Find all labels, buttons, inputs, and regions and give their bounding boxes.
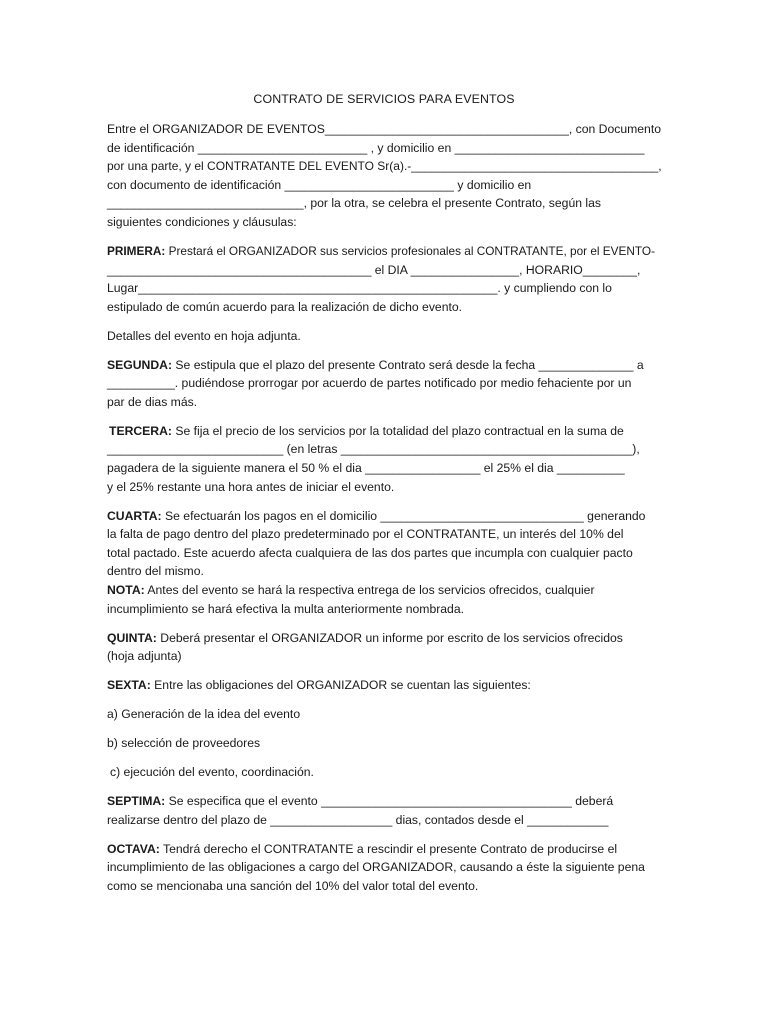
clause-line: dentro del mismo.	[107, 564, 204, 579]
clause-line: estipulado de común acuerdo para la realización de dicho evento.	[107, 299, 463, 314]
clause-line: la falta de pago dentro del plazo predeterminado por el CONTRATANTE, un interés del 10% del	[107, 527, 624, 542]
clause-label: OCTAVA:	[107, 841, 160, 856]
clause-text: Antes del evento se hará la respectiva entrega de los servicios ofrecidos, cualquier	[144, 583, 595, 598]
list-item	[107, 734, 659, 753]
intro-line: de identificación _________________________ , y domicilio en ____________________________	[107, 140, 645, 155]
clause-text: Se efectuarán los pagos en el domicilio ______________________________ generando	[161, 508, 646, 523]
intro-line: con documento de identificación _________________________ y domicilio en	[107, 177, 532, 192]
clause-label: CUARTA:	[107, 508, 162, 523]
clause-line: realizarse dentro del plazo de __________________ dias, contados desde el ____________	[107, 812, 609, 827]
clause-text: Se estipula que el plazo del presente Contrato será desde la fecha ______________ a	[172, 357, 644, 372]
detalles-paragraph	[107, 327, 659, 346]
list-item-text: b) selección de proveedores	[107, 736, 261, 751]
list-item	[107, 763, 659, 782]
clause-segunda	[107, 356, 659, 412]
clause-line: _______________________________________ el DIA ________________, HORARIO________,	[107, 262, 641, 277]
intro-line: siguientes condiciones y cláusulas:	[107, 214, 297, 229]
clause-line: como se mencionaba una sanción del 10% del valor total del evento.	[107, 878, 479, 893]
list-item-text: a) Generación de la idea del evento	[107, 707, 301, 722]
detalles-line: Detalles del evento en hoja adjunta.	[107, 328, 301, 343]
intro-line: _____________________________, por la otra, se celebra el presente Contrato, según las	[107, 196, 601, 211]
document-title: CONTRATO DE SERVICIOS PARA EVENTOS	[253, 92, 515, 106]
list-item-text: c) ejecución del evento, coordinación.	[110, 765, 314, 780]
clause-primera	[107, 242, 659, 316]
clause-line: __________. pudiéndose prorrogar por acuerdo de partes notificado por medio fehaciente por un	[107, 376, 632, 391]
clause-line: incumplimiento de las obligaciones a cargo del ORGANIZADOR, causando a éste la siguiente pena	[107, 860, 645, 875]
clause-label: SEGUNDA:	[107, 357, 173, 372]
clause-tercera	[107, 422, 659, 496]
clause-line: y el 25% restante una hora antes de iniciar el evento.	[107, 479, 395, 494]
clause-label: SEXTA:	[107, 678, 151, 693]
intro-line: Entre el ORGANIZADOR DE EVENTOS____________________________________, con Documento	[107, 122, 661, 136]
clause-text: Se especifica que el evento _____________________________________ deberá	[165, 794, 614, 809]
clause-text: Prestará el ORGANIZADOR sus servicios profesionales al CONTRATANTE, por el EVENTO-	[165, 243, 656, 258]
clause-line: total pactado. Este acuerdo afecta cualquiera de las dos partes que incumpla con cualquier pacto	[107, 545, 633, 560]
clause-line: __________________________ (en letras ___________________________________________),	[107, 442, 640, 457]
clause-text: Entre las obligaciones del ORGANIZADOR se cuentan las siguientes:	[150, 678, 531, 693]
clause-label: QUINTA:	[107, 630, 157, 645]
clause-line: incumplimiento se hará efectiva la multa anteriormente nombrada.	[107, 601, 465, 616]
clause-line: par de dias más.	[107, 394, 198, 409]
intro-line: por una parte, y el CONTRATANTE DEL EVENTO Sr(a).-_____________________________________,	[107, 159, 662, 174]
clause-septima	[107, 792, 659, 829]
clause-line: pagadera de la siguiente manera el 50 % el dia _________________ el 25% el dia __________	[107, 461, 625, 476]
document-body	[107, 120, 662, 895]
clause-label: NOTA:	[107, 583, 145, 598]
clause-text: Deberá presentar el ORGANIZADOR un informe por escrito de los servicios ofrecidos	[156, 630, 623, 645]
clause-octava	[107, 840, 659, 896]
list-item	[107, 705, 659, 724]
clause-line: Lugar_____________________________________________________. y cumpliendo con lo	[107, 281, 612, 296]
clause-line: (hoja adjunta)	[107, 649, 182, 664]
clause-sexta	[107, 676, 659, 695]
clause-label: SEPTIMA:	[107, 794, 166, 809]
intro-paragraph	[107, 120, 662, 232]
clause-label: TERCERA:	[109, 423, 172, 438]
clause-label: PRIMERA:	[107, 243, 166, 258]
clause-text: Tendrá derecho el CONTRATANTE a rescindir el presente Contrato de producirse el	[159, 841, 618, 856]
clause-quinta	[107, 629, 659, 666]
clause-nota	[107, 581, 659, 618]
clause-text: Se fija el precio de los servicios por la totalidad del plazo contractual en la suma de	[171, 423, 624, 438]
clause-cuarta	[107, 507, 659, 581]
